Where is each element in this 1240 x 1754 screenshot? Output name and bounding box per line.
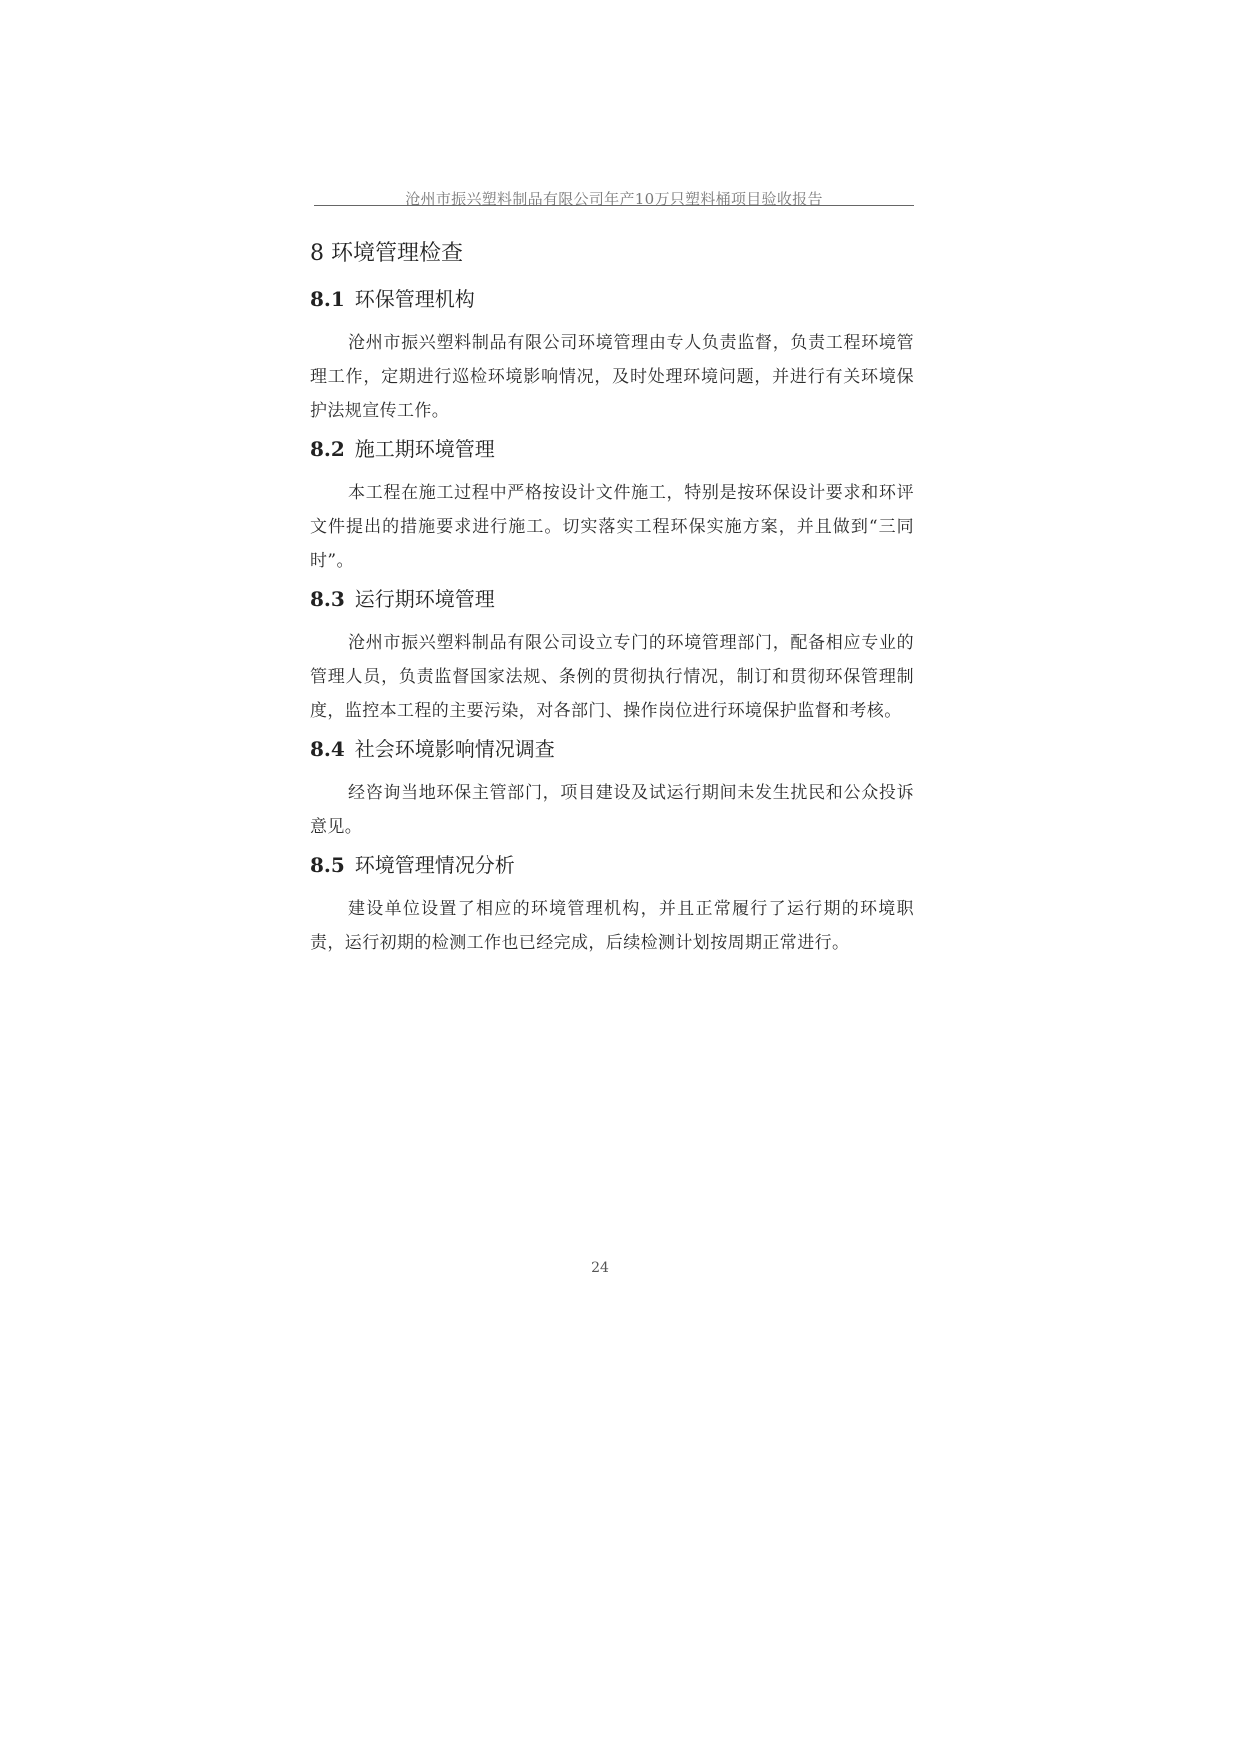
section-number: 8.2 (310, 437, 345, 461)
page-content (310, 238, 914, 966)
section-title: 社会环境影响情况调查 (354, 737, 555, 761)
page-number: 24 (591, 1260, 609, 1276)
section-8-2 (310, 434, 914, 578)
section-paragraph: 沧州市振兴塑料制品有限公司环境管理由专人负责监督，负责工程环境管理工作，定期进行巡检环境影响情况，及时处理环境问题，并进行有关环境保护法规宣传工作。 (310, 333, 914, 421)
chapter-title: 8 环境管理检查 (310, 241, 463, 266)
section-number: 8.4 (310, 737, 345, 761)
section-number: 8.1 (310, 287, 345, 311)
section-8-1 (310, 284, 914, 428)
section-8-4 (310, 734, 914, 844)
section-heading (310, 434, 914, 464)
running-header: 沧州市振兴塑料制品有限公司年产10万只塑料桶项目验收报告 (405, 190, 823, 208)
section-paragraph: 本工程在施工过程中严格按设计文件施工，特别是按环保设计要求和环评文件提出的措施要求进行施工。切实落实工程环保实施方案，并且做到“三同时”。 (310, 483, 914, 571)
section-paragraph: 建设单位设置了相应的环境管理机构，并且正常履行了运行期的环境职责，运行初期的检测工作也已经完成，后续检测计划按周期正常进行。 (310, 899, 914, 953)
section-heading (310, 284, 914, 314)
section-heading (310, 584, 914, 614)
section-title: 环境管理情况分析 (354, 853, 515, 877)
section-number: 8.5 (310, 853, 345, 877)
section-title: 施工期环境管理 (354, 437, 495, 461)
section-heading (310, 734, 914, 764)
section-paragraph: 经咨询当地环保主管部门，项目建设及试运行期间未发生扰民和公众投诉意见。 (310, 783, 914, 837)
header-divider (314, 205, 914, 206)
section-title: 运行期环境管理 (354, 587, 495, 611)
section-number: 8.3 (310, 587, 345, 611)
section-title: 环保管理机构 (354, 287, 475, 311)
section-8-5 (310, 850, 914, 960)
section-paragraph: 沧州市振兴塑料制品有限公司设立专门的环境管理部门，配备相应专业的管理人员，负责监督国家法规、条例的贯彻执行情况，制订和贯彻环保管理制度，监控本工程的主要污染，对各部门、操作岗位进行环境保护监督和考核。 (310, 633, 914, 721)
section-8-3 (310, 584, 914, 728)
section-heading (310, 850, 914, 880)
